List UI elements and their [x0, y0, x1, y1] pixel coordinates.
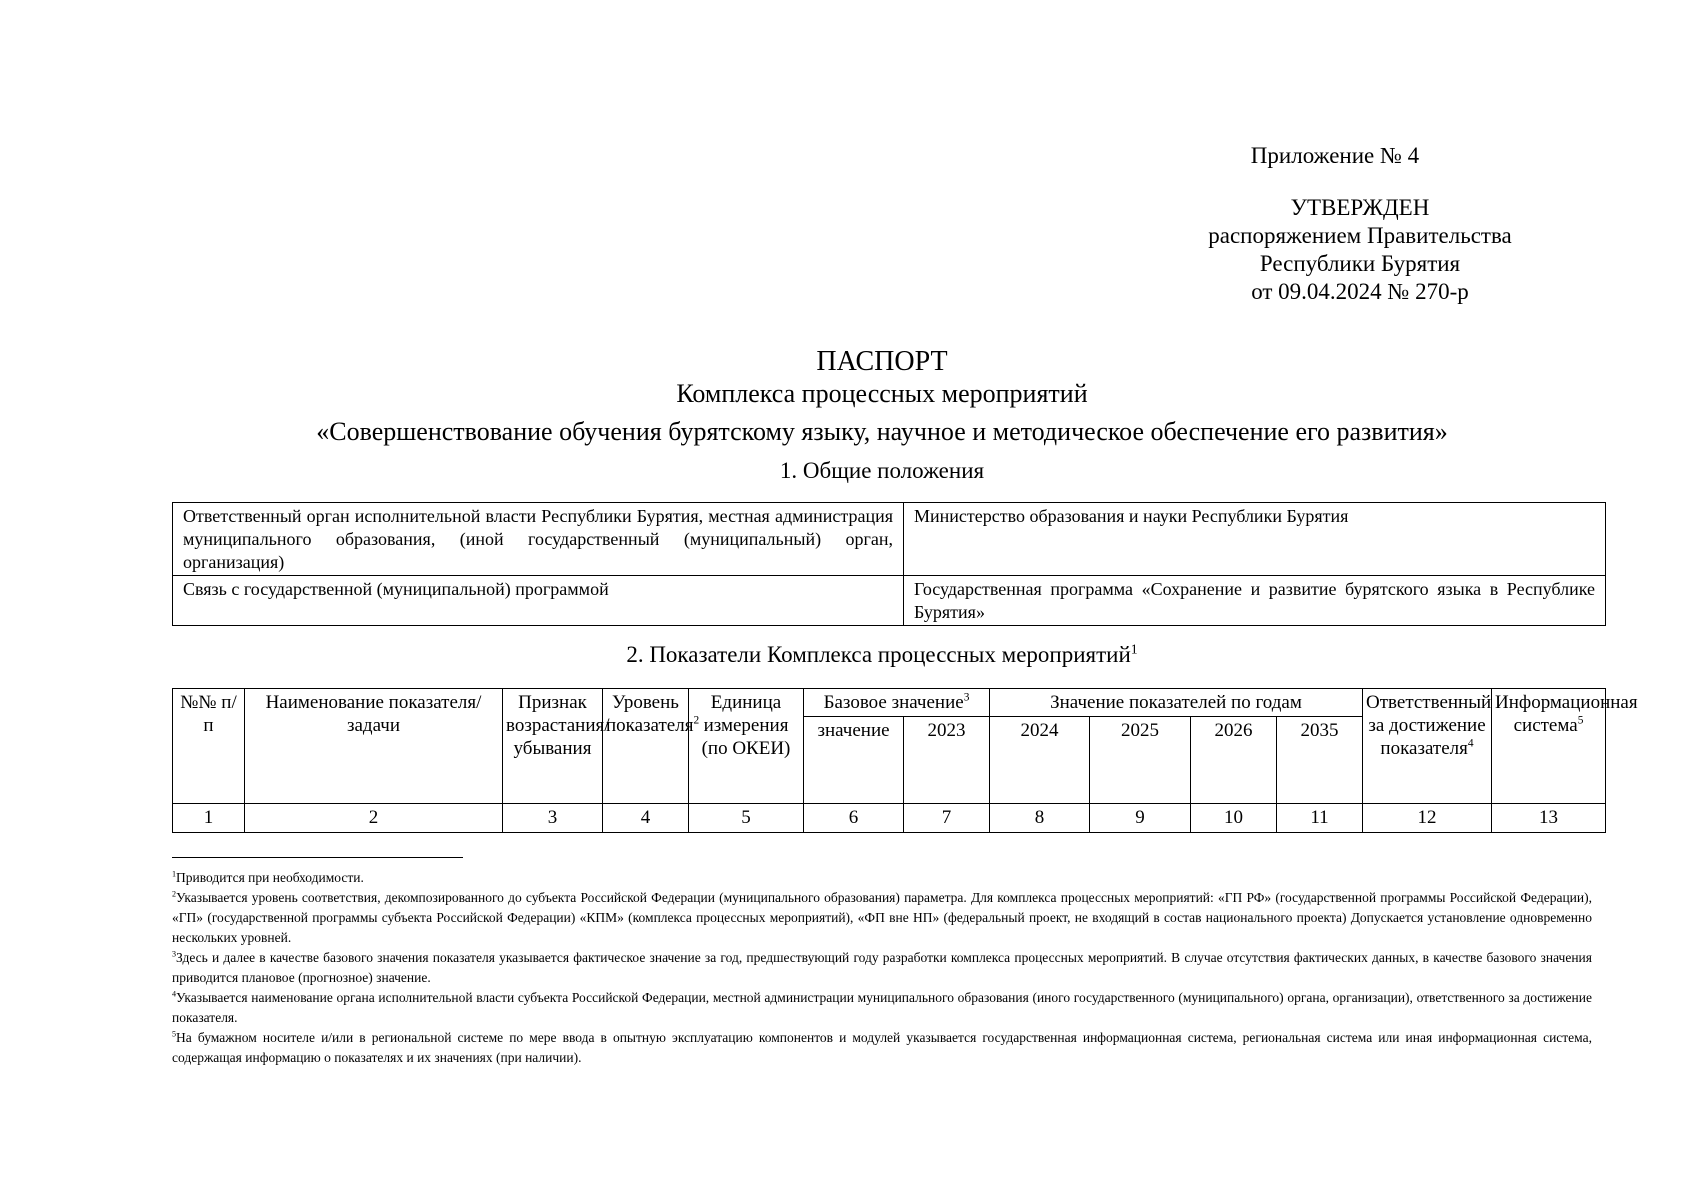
column-number: 3 [503, 804, 603, 833]
appendix-number: Приложение № 4 [1250, 143, 1420, 168]
footnote [172, 888, 1592, 948]
column-number: 9 [1090, 804, 1191, 833]
general-row-label: Связь с государственной (муниципальной) программой [173, 576, 904, 626]
header-year-2026: 2026 [1191, 717, 1277, 804]
header-info-system [1492, 689, 1638, 804]
column-number: 7 [904, 804, 990, 833]
header-info-text: Информационная система [1495, 692, 1638, 736]
footnote-ref: 4 [1467, 737, 1474, 750]
footnote [172, 988, 1592, 1028]
section-2-heading-text: 2. Показатели Комплекса процессных мероприятий [626, 642, 1131, 667]
indicators-table [172, 688, 1638, 833]
header-base-text: Базовое значение [823, 692, 964, 713]
document-title: ПАСПОРТ [816, 346, 948, 377]
document-subtitle: Комплекса процессных мероприятий [676, 379, 1088, 408]
column-number: 13 [1492, 804, 1606, 833]
general-row-label: Ответственный орган исполнительной власти Республики Бурятия, местная администрация муниципального образования, (иной государственный (муниципальный) орган, организация) [173, 503, 904, 576]
complex-name: «Совершенствование обучения бурятскому языку, научное и методическое обеспечение его развития» [316, 417, 1448, 446]
header-year-2024: 2024 [990, 717, 1090, 804]
section-1-heading: 1. Общие положения [779, 458, 985, 483]
table-row [173, 503, 1606, 576]
approved-by-line-2: Республики Бурятия [1259, 251, 1461, 276]
footnote [172, 948, 1592, 988]
header-base-year: 2023 [904, 717, 990, 804]
approved-label: УТВЕРЖДЕН [1290, 195, 1430, 220]
header-base-value: значение [804, 717, 904, 804]
header-trend: Признак возрастания/ убывания [503, 689, 603, 804]
column-number: 6 [804, 804, 904, 833]
header-responsible-text: Ответственный за достижение показателя [1366, 692, 1492, 759]
table-row [173, 576, 1606, 626]
column-number-row [173, 804, 1606, 833]
footnote-text: Приводится при необходимости. [176, 870, 364, 885]
column-number: 12 [1363, 804, 1492, 833]
footnote-ref: 5 [1577, 714, 1584, 727]
footnote-ref: 1 [1130, 641, 1138, 657]
footnote-ref: 2 [693, 714, 700, 727]
column-number: 8 [990, 804, 1090, 833]
approval-stamp [1190, 142, 1530, 306]
header-years: Значение показателей по годам [990, 689, 1363, 717]
header-level [603, 689, 700, 804]
column-number: 4 [603, 804, 689, 833]
footnote-number: 4 [172, 989, 177, 999]
column-number: 2 [245, 804, 503, 833]
header-num: №№ п/п [173, 689, 245, 804]
footnote-number: 3 [172, 949, 177, 959]
column-number: 10 [1191, 804, 1277, 833]
section-2-heading [172, 640, 1592, 670]
footnote-ref: 3 [963, 691, 970, 704]
approved-by-line-1: распоряжением Правительства [1208, 223, 1512, 248]
general-provisions-table [172, 502, 1606, 626]
header-base [804, 689, 990, 717]
footnote-text: На бумажном носителе и/или в региональной системе по мере ввода в опытную эксплуатацию компонентов и модулей указывается государственная информационная система, региональная система или иная информационная система, содержащая информацию о показателях и их значениях (при наличии). [172, 1030, 1592, 1065]
footnote-number: 1 [172, 869, 177, 879]
header-name: Наименование показателя/задачи [245, 689, 503, 804]
general-row-value: Государственная программа «Сохранение и развитие бурятского языка в Республике Бурятия» [904, 576, 1606, 626]
header-year-2025: 2025 [1090, 717, 1191, 804]
footnote-text: Указывается наименование органа исполнительной власти субъекта Российской Федерации, местной администрации муниципального образования (иного государственного (муниципального) органа, организации), ответственного за достижение показателя. [172, 990, 1592, 1025]
column-number: 1 [173, 804, 245, 833]
column-number: 5 [689, 804, 804, 833]
footnote-number: 5 [172, 1029, 177, 1039]
footnote-text: Здесь и далее в качестве базового значения показателя указывается фактическое значение за год, предшествующий году разработки комплекса процессных мероприятий. В случае отсутствия фактических данных, в качестве базового значения приводится плановое (прогнозное) значение. [172, 950, 1592, 985]
general-row-value: Министерство образования и науки Республики Бурятия [904, 503, 1606, 576]
footnote [172, 868, 1592, 888]
footnote-separator [172, 857, 463, 858]
header-year-2035: 2035 [1277, 717, 1363, 804]
footnote-text: Указывается уровень соответствия, декомпозированного до субъекта Российской Федерации (муниципального образования) параметра. Для комплекса процессных мероприятий: «ГП РФ» (государственной программы Российской Федерации), «ГП» (государственной программы субъекта Российской Федерации) «КПМ» (комплекса процессных мероприятий), «ФП вне НП» (федеральный проект, не входящий в состав национального проекта) Допускается установление одновременно нескольких уровней. [172, 890, 1592, 945]
header-unit: Единица измерения (по ОКЕИ) [689, 689, 804, 804]
footnotes [172, 868, 1592, 1068]
header-row [173, 689, 1606, 717]
header-level-text: Уровень показателя [606, 692, 694, 736]
column-number: 11 [1277, 804, 1363, 833]
header-responsible [1363, 689, 1492, 804]
approval-date-number: от 09.04.2024 № 270-р [1251, 279, 1469, 304]
footnote-number: 2 [172, 889, 177, 899]
footnote [172, 1028, 1592, 1068]
